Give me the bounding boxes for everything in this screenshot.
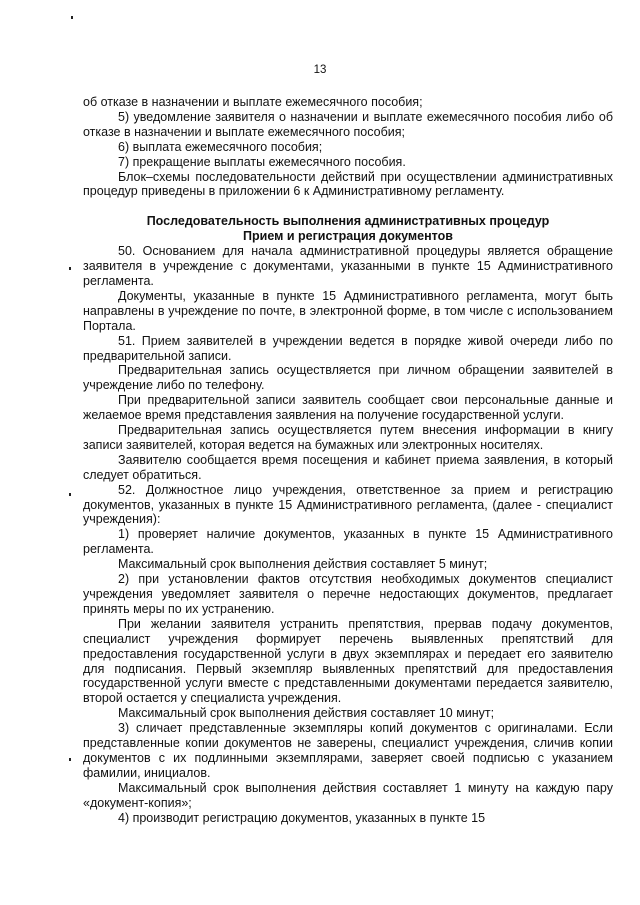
paragraph: Максимальный срок выполнения действия составляет 10 минут; — [118, 706, 495, 721]
paragraph: Блок–схемы последовательности действий при осуществлении административных процедур приведены в приложении 6 к Административному регламенту. — [83, 169, 613, 199]
paragraph: 52. Должностное лицо учреждения, ответственное за прием и регистрацию документов, указанных в пункте 15 Административного регламента, (далее - специалист учреждения): — [83, 482, 613, 527]
paragraph: Предварительная запись осуществляется путем внесения информации в книгу записи заявителей, которая ведется на бумажных или электронных носителях. — [83, 423, 613, 452]
subsection-heading: Прием и регистрация документов — [243, 229, 453, 244]
paragraph: 50. Основанием для начала административной процедуры является обращение заявителя в учреждение с документами, указанными в пункте 15 Административного регламента. — [83, 244, 613, 288]
section-gap — [83, 199, 613, 214]
paragraph: Максимальный срок выполнения действия составляет 5 минут; — [118, 557, 488, 572]
scan-speck — [69, 267, 71, 270]
paragraph: 5) уведомление заявителя о назначении и выплате ежемесячного пособия либо об отказе в назначении и выплате ежемесячного пособия; — [83, 109, 613, 139]
paragraph: При предварительной записи заявитель сообщает свои персональные данные и желаемое время представления заявления на получение государственной услуги. — [83, 393, 613, 423]
paragraph: 3) сличает представленные экземпляры копий документов с оригиналами. Если представленные копии документов не заверены, специалист учреждения, сличив копии документов с их подлинными экземплярами, заверяет своей подписью с указанием фамилии, инициалов. — [83, 721, 613, 780]
scan-speck — [69, 493, 71, 496]
paragraph: Заявителю сообщается время посещения и кабинет приема заявления, в который следует обратиться. — [83, 452, 613, 482]
scan-speck — [69, 758, 71, 761]
paragraph: 1) проверяет наличие документов, указанных в пункте 15 Административного регламента. — [83, 527, 613, 557]
scan-speck — [71, 16, 73, 19]
paragraph: При желании заявителя устранить препятствия, прервав подачу документов, специалист учреждения формирует перечень выявленных препятствий для предоставления государственной услуги в двух экземплярах и передает его заявителю для подписания. Первый экземпляр выявленных препятствий для предоставления государственной услуги вместе с представленными документами передается заявителю, второй остается у специалиста учреждения. — [83, 616, 613, 706]
section-heading: Последовательность выполнения административных процедур — [146, 214, 550, 229]
page-number: 13 — [313, 64, 327, 76]
paragraph: Предварительная запись осуществляется при личном обращении заявителей в учреждение либо по телефону. — [83, 363, 613, 393]
document-body — [83, 95, 613, 826]
paragraph: 6) выплата ежемесячного пособия; — [118, 139, 323, 154]
paragraph: 51. Прием заявителей в учреждении ведется в порядке живой очереди либо по предварительной записи. — [83, 333, 613, 363]
paragraph: 7) прекращение выплаты ежемесячного пособия. — [118, 154, 406, 169]
paragraph: Максимальный срок выполнения действия составляет 1 минуту на каждую пару «документ-копия»; — [83, 780, 613, 810]
paragraph: Документы, указанные в пункте 15 Административного регламента, могут быть направлены в учреждение по почте, в электронной форме, в том числе с использованием Портала. — [83, 288, 613, 333]
paragraph: 4) производит регистрацию документов, указанных в пункте 15 — [118, 810, 486, 825]
paragraph: об отказе в назначении и выплате ежемесячного пособия; — [83, 95, 423, 109]
paragraph: 2) при установлении фактов отсутствия необходимых документов специалист учреждения уведомляет заявителя о перечне недостающих документов, предлагает принять меры по их устранению. — [83, 572, 613, 616]
